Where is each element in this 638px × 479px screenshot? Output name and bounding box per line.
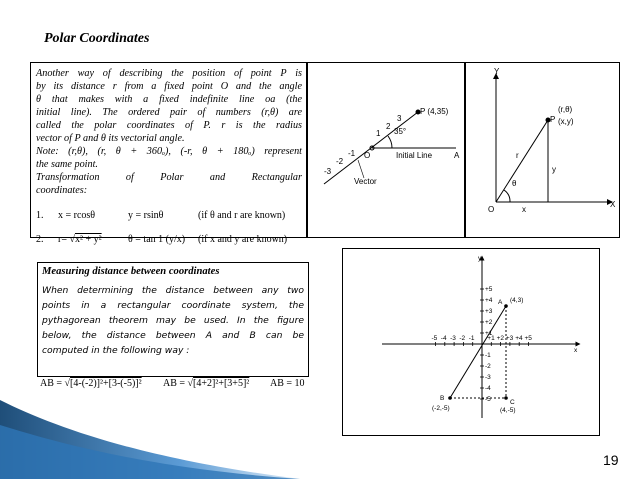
a-label: A (454, 151, 460, 160)
distance-line: computed in the following way : (42, 345, 190, 356)
y-tick-label: +1 (485, 330, 493, 337)
b-coord: (-2,-5) (432, 405, 450, 412)
intro-line: vector of P and θ its vectorial angle. (36, 133, 185, 144)
x-tick-label: -3 (450, 335, 456, 342)
formula-2-r-pre: r= √ (58, 234, 75, 245)
ab-formula-2 (163, 378, 249, 389)
x-tick-label: -4 (440, 335, 447, 342)
y-tick-label: -1 (485, 352, 491, 359)
x-tick-label: -2 (459, 335, 466, 342)
y-tick-label: +4 (485, 297, 493, 304)
x-tick-label: +4 (515, 335, 523, 342)
y-tick-label: +2 (485, 319, 493, 326)
y-tick-label: +3 (485, 308, 493, 315)
point-label: P (4,35) (420, 107, 449, 116)
x-axis-label: x (574, 347, 578, 354)
x-axis-label: X (610, 200, 616, 209)
tick-label: 3 (397, 114, 402, 123)
segment-ab (450, 306, 506, 398)
tick-label: -3 (324, 167, 332, 176)
decorative-swoosh (0, 380, 300, 479)
a-label: A (498, 299, 503, 306)
tick-label: 2 (386, 122, 391, 131)
origin-label: O (488, 205, 495, 214)
origin-label: O (364, 151, 371, 160)
intro-line: called the polar coordinates of P. r is the radius (36, 120, 302, 131)
grid-diagram (342, 248, 598, 434)
y-tick-label: -5 (485, 396, 491, 403)
y-tick-label: -3 (485, 374, 491, 381)
formula-1-y: y = rsinθ (128, 210, 164, 221)
rect-diagram (464, 62, 618, 236)
tick-label: 1 (376, 129, 381, 138)
ab-formula-1-pre: AB = √ (40, 378, 71, 389)
transform-line: coordinates: (36, 185, 88, 196)
ab-formula-3: AB = 10 (270, 378, 305, 389)
ab-formula-2-rad: [4+2]²+[3+5]² (193, 378, 250, 389)
distance-heading: Measuring distance between coordinates (42, 266, 220, 277)
r-label: r (516, 151, 519, 160)
initial-line-label: Initial Line (396, 151, 433, 160)
c-coord: (4,-5) (500, 407, 516, 414)
note-line: the same point. (36, 159, 98, 170)
x-tick-label: +5 (524, 335, 532, 342)
vector-label: Vector (354, 177, 377, 186)
rtheta-label: (r,θ) (558, 105, 573, 114)
tick-label: -1 (348, 149, 356, 158)
intro-line: θ that makes with a fixed indefinite line oa (the (36, 94, 302, 105)
y-axis-label: y (478, 255, 482, 262)
note-line: Note: (r,θ), (r, θ + 360ₒ), (-r, θ + 180ₒ) represent (36, 146, 302, 157)
y-label: y (552, 165, 556, 174)
intro-line: initial line). The ordered pair of numbers (r,θ) are (36, 107, 302, 118)
slide-title: Polar Coordinates (44, 31, 150, 46)
x-tick-label: -1 (468, 335, 475, 342)
intro-line: by its distance r from a fixed point O and the angle (36, 81, 302, 92)
transform-line: Transformation of Polar and Rectangular (36, 172, 302, 183)
tick-label: -2 (336, 157, 344, 166)
formula-1-x: x = rcosθ (58, 210, 96, 221)
y-tick-label: -4 (485, 385, 491, 392)
intro-line: Another way of describing the position of point P is (36, 68, 302, 79)
y-tick-label: +5 (485, 286, 493, 293)
y-axis-label: Y (494, 67, 500, 76)
x-tick-label: +3 (505, 335, 514, 342)
distance-text (42, 283, 304, 358)
formula-2-r-rad: x² + y² (74, 234, 102, 245)
distance-line: pythagorean theorem may be used. In the figure (42, 315, 304, 326)
formula-2-cond: (if x and y are known) (198, 234, 288, 245)
b-label: B (440, 395, 445, 402)
ab-formula-1 (40, 378, 142, 389)
ab-formula-1-rad: [4-(-2)]²+[3-(-5)]² (70, 378, 142, 389)
p-label: P (550, 115, 556, 124)
formula-1-num: 1. (36, 210, 44, 221)
formula-2-num: 2. (36, 234, 44, 245)
distance-line: points in a rectangular coordinate system, the (42, 300, 304, 311)
xy-label: (x,y) (558, 117, 574, 126)
y-tick-label: -2 (485, 363, 491, 370)
distance-line: When determining the distance between any two (42, 285, 304, 296)
angle-label: 35° (394, 127, 407, 136)
distance-line: below, the distance between A and B can be (42, 330, 304, 341)
a-coord: (4,3) (510, 297, 524, 304)
x-tick-label: -5 (431, 335, 438, 342)
polar-diagram (306, 62, 464, 236)
formula-2-r (58, 234, 102, 245)
intro-text (36, 67, 302, 197)
formula-2-theta: θ = tan 1 (y/x) (128, 234, 186, 245)
ab-formula-2-pre: AB = √ (163, 378, 194, 389)
theta-label: θ (512, 179, 517, 188)
angle-arc (388, 136, 392, 148)
formula-1-cond: (if θ and r are known) (198, 210, 286, 221)
x-label: x (522, 205, 526, 214)
x-tick-label: +1 (487, 335, 495, 342)
c-label: C (510, 399, 515, 406)
x-tick-label: +2 (496, 335, 505, 342)
page-number: 19 (603, 452, 619, 468)
